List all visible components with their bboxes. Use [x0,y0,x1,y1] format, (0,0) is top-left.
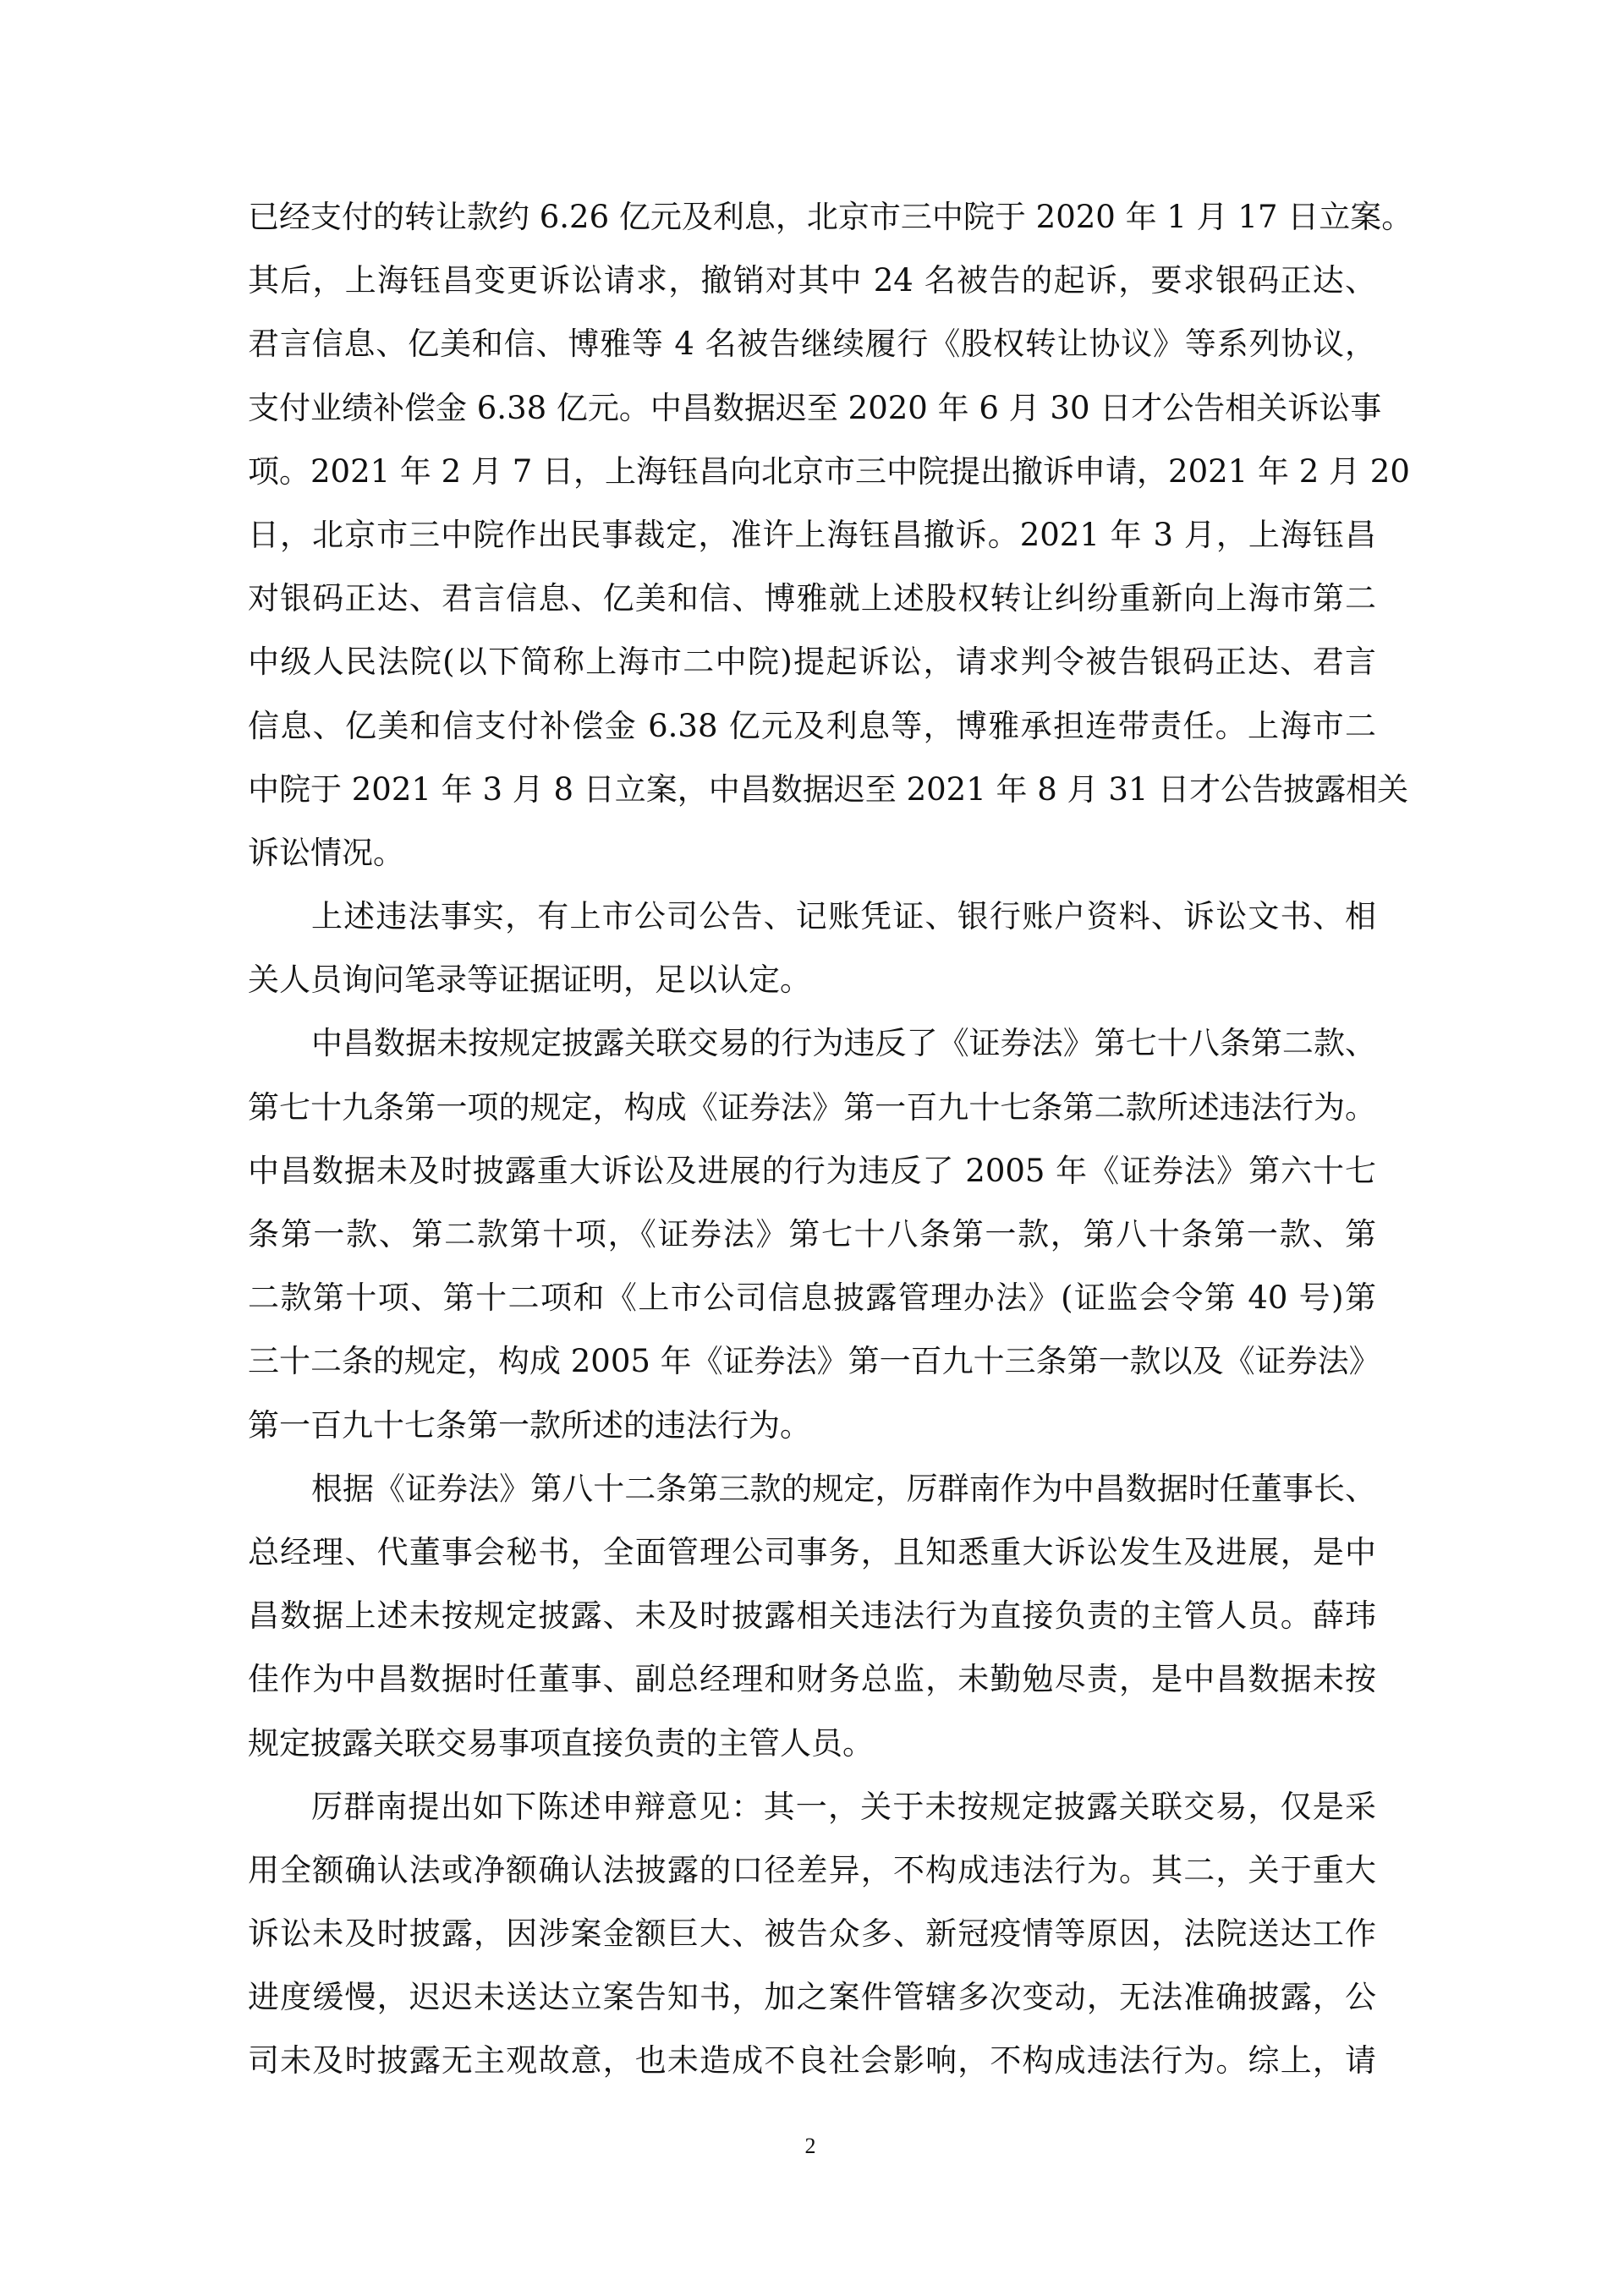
text-line: 中昌数据未按规定披露关联交易的行为违反了《证券法》第七十八条第二款、 [311,1025,1376,1062]
text-line: 中院于 2021 年 3 月 8 日立案，中昌数据迟至 2021 年 8 月 31 日才公告披露相关 [248,770,1409,808]
text-line: 总经理、代董事会秘书，全面管理公司事务，且知悉重大诉讼发生及进展，是中 [248,1533,1376,1570]
text-line: 三十二条的规定，构成 2005 年《证券法》第一百九十三条第一款以及《证券法》 [248,1343,1380,1380]
text-line: 中昌数据未及时披露重大诉讼及进展的行为违反了 2005 年《证券法》第六十七 [248,1152,1376,1189]
text-line: 第七十九条第一项的规定，构成《证券法》第一百九十七条第二款所述违法行为。 [248,1088,1376,1126]
paragraph-litigation-facts [248,185,1413,885]
text-line: 昌数据上述未按规定披露、未及时披露相关违法行为直接负责的主管人员。薛玮 [248,1597,1376,1635]
text-line: 项。2021 年 2 月 7 日，上海钰昌向北京市三中院提出撤诉申请，2021 年 2 月 20 [248,452,1410,490]
page-number-text: 2 [804,2134,816,2158]
text-line: 条第一款、第二款第十项，《证券法》第七十八条第一款，第八十条第一款、第 [248,1216,1376,1252]
paragraph-legal-basis [248,1011,1380,1456]
text-line: 司未及时披露无主观故意，也未造成不良社会影响，不构成违法行为。综上，请 [248,2042,1376,2080]
text-line: 二款第十项、第十二项和《上市公司信息披露管理办法》(证监会令第 40 号)第 [248,1280,1376,1317]
page-number [0,2133,1624,2160]
text-line: 日，北京市三中院作出民事裁定，准许上海钰昌撤诉。2021 年 3 月，上海钰昌 [248,516,1376,553]
text-line: 对银码正达、君言信息、亿美和信、博雅就上述股权转让纠纷重新向上海市第二 [248,580,1376,617]
text-line: 根据《证券法》第八十二条第三款的规定，厉群南作为中昌数据时任董事长、 [311,1470,1376,1507]
text-line: 上述违法事实，有上市公司公告、记账凭证、银行账户资料、诉讼文书、相 [311,898,1376,935]
text-line: 第一百九十七条第一款所述的违法行为。 [248,1406,811,1444]
text-line: 君言信息、亿美和信、博雅等 4 名被告继续履行《股权转让协议》等系列协议， [248,326,1376,363]
paragraph-defense-statement [248,1775,1376,2093]
text-line: 信息、亿美和信支付补偿金 6.38 亿元及利息等，博雅承担连带责任。上海市二 [248,707,1376,744]
body-text [248,185,1413,2093]
text-line: 诉讼未及时披露，因涉案金额巨大、被告众多、新冠疫情等原因，法院送达工作 [248,1915,1376,1953]
text-line: 其后，上海钰昌变更诉讼请求，撤销对其中 24 名被告的起诉，要求银码正达、 [248,262,1376,299]
text-line: 支付业绩补偿金 6.38 亿元。中昌数据迟至 2020 年 6 月 30 日才公告相关诉讼事 [248,389,1382,426]
text-line: 关人员询问笔录等证据证明，足以认定。 [248,962,811,999]
text-line: 已经支付的转让款约 6.26 亿元及利息，北京市三中院于 2020 年 1 月 17 日立案。 [248,199,1413,235]
paragraph-responsible-persons [248,1457,1376,1775]
text-line: 进度缓慢，迟迟未送达立案告知书，加之案件管辖多次变动，无法准确披露，公 [248,1979,1376,2016]
text-line: 规定披露关联交易事项直接负责的主管人员。 [248,1724,874,1762]
text-line: 中级人民法院(以下简称上海市二中院)提起诉讼，请求判令被告银码正达、君言 [248,644,1376,681]
text-line: 厉群南提出如下陈述申辩意见：其一，关于未按规定披露关联交易，仅是采 [311,1788,1376,1825]
text-line: 用全额确认法或净额确认法披露的口径差异，不构成违法行为。其二，关于重大 [248,1851,1376,1888]
text-line: 佳作为中昌数据时任董事、副总经理和财务总监，未勤勉尽责，是中昌数据未按 [248,1661,1376,1698]
text-line: 诉讼情况。 [248,834,404,871]
paragraph-evidence [248,885,1376,1011]
